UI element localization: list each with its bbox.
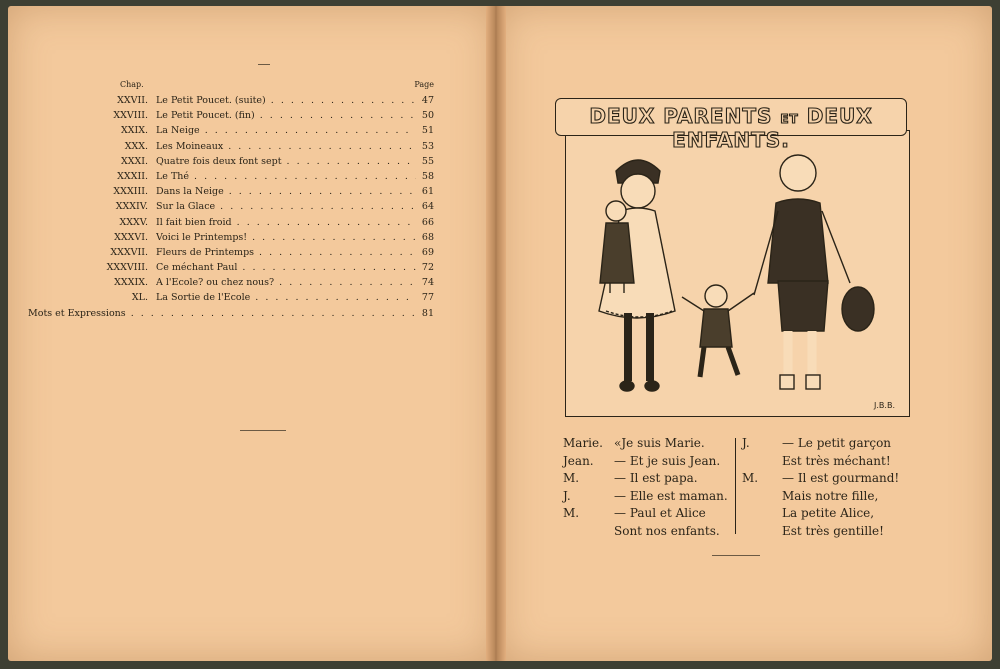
book-gutter	[486, 6, 506, 661]
toc-chapter-number: XL.	[131, 292, 148, 304]
toc-row	[88, 275, 434, 290]
toc-chapter-number: XXVIII.	[113, 110, 148, 122]
banner-part1: DEUX PARENTS	[589, 104, 773, 128]
line-text: Est très gentille!	[782, 523, 884, 538]
toc-row	[88, 230, 434, 245]
toc-header	[88, 80, 434, 93]
toc-title: Mots et Expressions . . .	[28, 306, 416, 321]
toc-page-number: 50	[421, 110, 434, 122]
toc-page-number: 61	[421, 186, 434, 198]
toc-rows	[88, 93, 434, 306]
toc-title: Il fait bien froid . . .	[156, 215, 416, 230]
toc-page-number: 74	[421, 277, 434, 289]
bottom-rule-right	[712, 555, 760, 556]
line-text: — Il est gourmand!	[782, 471, 900, 486]
toc-title: Voici le Printemps! . . .	[156, 230, 416, 245]
banner-title	[556, 104, 906, 152]
line-text: «Je suis Marie.	[614, 436, 705, 450]
illustration-signature: J.B.B.	[874, 401, 895, 410]
line-text: La petite Alice,	[782, 506, 875, 521]
toc-title: La Sortie de l'Ecole . . .	[156, 290, 416, 305]
toc-title: Ce méchant Paul . . .	[156, 260, 416, 275]
toc-row	[88, 199, 434, 214]
illustration-frame	[565, 130, 910, 417]
toc-page-number: 77	[421, 292, 434, 304]
toc-chapter-number: XXXVIII.	[106, 262, 148, 274]
toc-page-number: 58	[421, 170, 434, 182]
toc-title: Les Moineaux . . .	[156, 139, 416, 154]
toc-row	[88, 93, 434, 108]
title-banner	[555, 98, 907, 152]
toc-chapter-number: XXVII.	[117, 95, 148, 106]
toc-page-number: 68	[421, 231, 434, 243]
toc-page-number: 81	[421, 307, 434, 319]
toc-row	[88, 169, 434, 184]
toc-chapter-number: XXXIV.	[115, 201, 148, 213]
banner-part2: DEUX ENFANTS.	[672, 104, 873, 152]
toc-title: Sur la Glace . . .	[156, 199, 416, 214]
toc-page-number: 72	[421, 262, 434, 274]
toc-chapter-number: XXX.	[124, 140, 148, 152]
line-text: Est très méchant!	[782, 453, 891, 468]
speaker-label: M.	[563, 506, 580, 521]
line-text: — Il est papa.	[614, 471, 698, 486]
toc-row	[88, 139, 434, 154]
toc-chapter-number: XXXV.	[119, 216, 148, 228]
speaker-label: Jean.	[563, 453, 594, 468]
toc-title: Le Petit Poucet. (suite) . . .	[156, 93, 416, 108]
toc-row	[88, 184, 434, 199]
toc-chapter-number: XXIX.	[120, 125, 148, 137]
toc-row	[88, 154, 434, 169]
line-text: — Paul et Alice	[614, 506, 706, 521]
toc-chapter-number: XXXVI.	[114, 231, 148, 243]
line-text: Mais notre fille,	[782, 488, 879, 503]
toc-title: A l'Ecole? ou chez nous? . . .	[156, 275, 416, 290]
toc-title: Le Petit Poucet. (fin) . . .	[156, 108, 416, 123]
toc-header-chap: Chap.	[120, 80, 144, 89]
boy-figure	[754, 155, 874, 389]
toc-page-number: 64	[421, 201, 434, 213]
toc-row-mots	[28, 306, 434, 321]
toc-row	[88, 260, 434, 275]
line-text: — Et je suis Jean.	[614, 453, 721, 468]
toc-title: Fleurs de Printemps . . .	[156, 245, 416, 260]
toc-chapter-number: XXXII.	[117, 170, 148, 182]
table-of-contents	[28, 80, 434, 321]
family-illustration	[566, 131, 909, 416]
toc-page-number: 47	[421, 95, 434, 106]
line-text: — Le petit garçon	[782, 436, 892, 450]
speaker-label: M.	[742, 471, 759, 486]
toc-row	[88, 245, 434, 260]
toc-chapter-number: XXXI.	[120, 155, 148, 167]
line-text: Sont nos enfants.	[614, 523, 720, 538]
banner-joiner: ET	[780, 112, 799, 126]
bottom-rule-left	[240, 430, 286, 431]
toc-title: La Neige . . .	[156, 123, 416, 138]
speaker-label: Marie.	[563, 436, 603, 450]
toc-page-number: 55	[421, 155, 434, 167]
toc-title: Quatre fois deux font sept . . .	[156, 154, 416, 169]
toc-page-number: 51	[421, 125, 434, 137]
toc-page-number: 66	[421, 216, 434, 228]
speaker-label: J.	[742, 436, 750, 450]
toc-title: Dans la Neige . . .	[156, 184, 416, 199]
toc-chapter-number: XXXVII.	[110, 246, 148, 258]
small-boy-figure	[682, 285, 754, 377]
toc-page-number: 69	[421, 246, 434, 258]
toc-row	[88, 123, 434, 138]
toc-title: Le Thé . . .	[156, 169, 416, 184]
toc-chapter-number: XXXIII.	[113, 186, 148, 198]
top-dash	[258, 64, 270, 65]
speaker-label: M.	[563, 471, 580, 486]
dialogue-divider	[735, 438, 736, 534]
toc-row	[88, 215, 434, 230]
toc-header-page: Page	[414, 80, 434, 89]
toc-row	[88, 290, 434, 305]
speaker-label: J.	[563, 488, 571, 503]
line-text: — Elle est maman.	[614, 488, 728, 503]
toc-row	[88, 108, 434, 123]
toc-page-number: 53	[421, 140, 434, 152]
toc-chapter-number: XXXIX.	[114, 277, 148, 289]
